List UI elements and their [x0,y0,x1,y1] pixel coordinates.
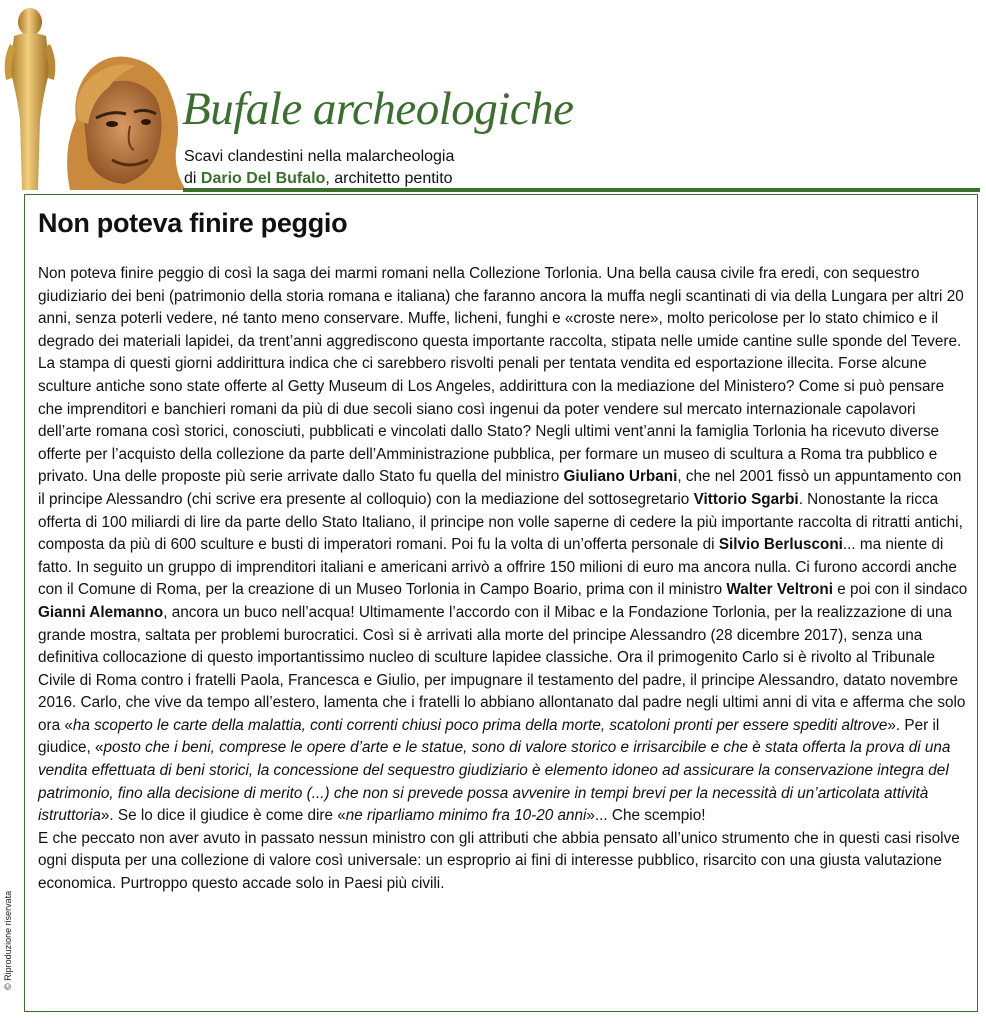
article-paragraph: E che peccato non aver avuto in passato nessun ministro con gli attributi che abbia pensato all’unico strumento che in questi casi risolve ogni disputa per una collezione di valore così universale: un esproprio ai fini di interesse pubblico, risarcito con una giusta valutazione economica. Purtroppo questo accade solo in Paesi più civili. [38,829,960,893]
quoted-text: ne riparliamo minimo fra 10-20 anni [345,807,587,825]
text-run: e poi con il sindaco [832,581,968,599]
text-run: . Nonostante la ricca offerta di 100 miliardi di lire da parte dello Stato Italiano, il principe non volle saperne di cedere la più importante raccolta di ritratti antichi, composta da più di 600 sculture e busti di imperatori romani. Poi fu la volta di un’offerta personale di [38,490,963,554]
byline-suffix: , architetto pentito [325,170,453,187]
quoted-text: ha scoperto le carte della malattia, conti correnti chiusi poco prima della morte, scatoloni pronti per essere spediti altrove [72,716,888,734]
quoted-text: posto che i beni, comprese le opere d’arte e le statue, sono di valore storico e irrisarcibile e che è stata offerta la prova di una vendita effettuata di beni storici, la concessione del sequestro giudiziario è elemento idoneo ad assicurare la conservazione integra del patrimonio, fino alla decisione di merito (...) che non si prevede possa avvenire in tempi brevi per la necessità di un’articolata attività istruttoria [38,739,951,825]
text-run: ». Se lo dice il giudice è come dire « [100,807,346,825]
column-title: Bufale archeologiche [182,83,574,135]
column-subtitle [184,146,454,190]
oscar-statuette-icon [5,8,56,190]
person-name: Gianni Alemanno [38,603,164,621]
text-run: , che nel 2001 fissò un appuntamento con il principe Alessandro (chi scrive era presente al colloquio) con la mediazione del sottosegretario [38,468,962,508]
text-run: ... ma niente di fatto. In seguito un gruppo di imprenditori italiani e americani arrivò a offrire 150 milioni di euro ma ancora nulla. Ci furono accordi anche con il Comune di Roma, per la creazione di un Museo Torlonia in Campo Boario, prima con il ministro [38,536,957,599]
byline-prefix: di [184,170,201,187]
person-name: Giuliano Urbani [563,468,678,486]
author-portrait-icon [67,57,186,191]
header-rule [183,188,980,192]
article-body [38,263,968,896]
header-illustration [0,0,186,190]
author-name: Dario Del Bufalo [200,170,326,187]
subtitle-line: Scavi clandestini nella malarcheologia [184,148,455,165]
text-run: »... Che scempio! [586,807,706,825]
text-run: Non poteva finire peggio di così la saga dei marmi romani nella Collezione Torlonia. Una bella causa civile fra eredi, con sequestro giudiziario dei beni (patrimonio della storia romana e italiana) che faranno ancora la muffa negli scantinati di via della Lungara per altri 20 anni, senza poterli vedere, né tanto meno conservare. Muffe, licheni, funghi e «croste nere», molto pericolose per lo stato chimico e il degrado dei materiali lapidei, da trent’anni aggrediscono questa importante raccolta, stipata nelle umide cantine sulle sponde del Tevere. La stampa di questi giorni addirittura indica che ci sarebbero risvolti penali per tentata vendita ed esportazione illecita. Forse alcune sculture antiche sono state offerte al Getty Museum di Los Angeles, addirittura con la mediazione del Ministero? Come si può pensare che imprenditori e banchieri romani da più di due secoli siano così ingenui da poter vendere sul mercato internazionale capolavori dell’arte romana così storici, conosciuti, pubblicati e vincolati dallo Stato? Negli ultimi vent’anni la famiglia Torlonia ha ricevuto diverse offerte per l’acquisto della collezione da parte dell’Amministrazione pubblica, per formare un museo di scultura a Roma tra pubblico e privato. Una delle proposte più serie arrivate dallo Stato fu quella del ministro [38,265,964,486]
person-name: Silvio Berlusconi [718,536,843,554]
article-paragraph [38,263,968,828]
text-run: ». Per il giudice, « [38,716,940,757]
text-run: , ancora un buco nell’acqua! Ultimamente l’accordo con il Mibac e la Fondazione Torlonia, per la realizzazione di una grande mostra, saltata per problemi burocratici. Così si è arrivati alla morte del principe Alessandro (28 dicembre 2017), senza una definitiva collocazione di questo importantissimo nucleo di sculture lapidee classiche. Ora il primogenito Carlo si è rivolto al Tribunale Civile di Roma contro i fratelli Paola, Francesca e Giulio, per impugnare il testamento del padre, il principe Alessandro, datato novembre 2016. Carlo, che vive da tempo all’estero, lamenta che i fratelli lo abbiano allontanato dal padre negli ultimi anni di vita e afferma che solo ora « [38,603,966,734]
article-headline: Non poteva finire peggio [38,208,348,238]
person-name: Walter Veltroni [726,581,833,599]
copyright-notice: © Riproduzione riservata [3,890,13,990]
person-name: Vittorio Sgarbi [693,490,799,508]
byline [184,168,454,190]
